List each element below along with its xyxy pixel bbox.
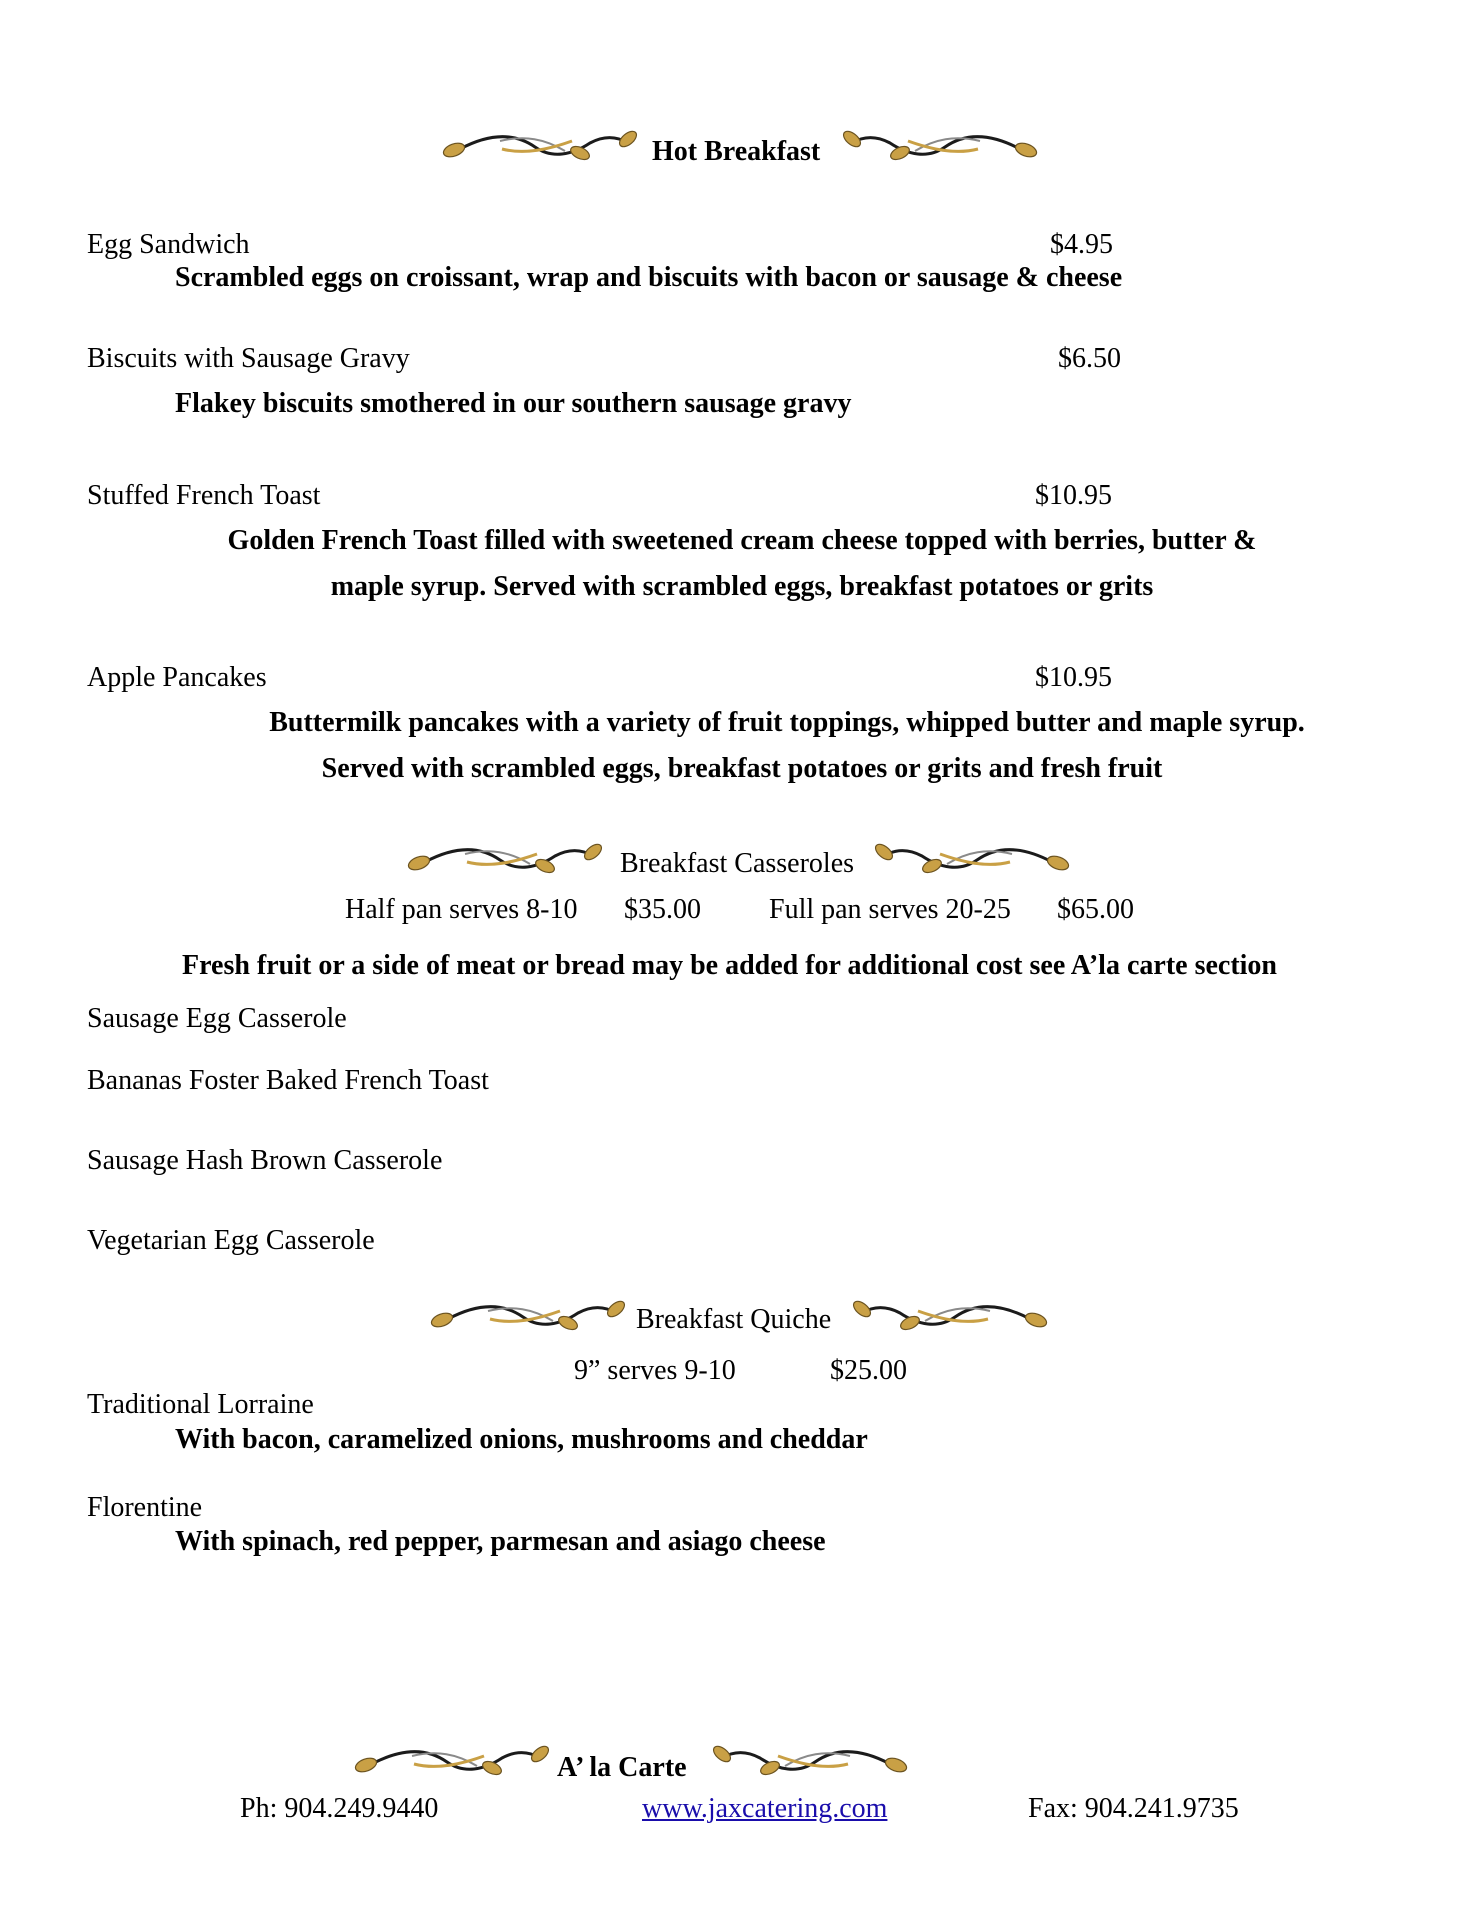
menu-item-price: $10.95 <box>1035 480 1112 511</box>
menu-item-name: Stuffed French Toast <box>87 480 321 511</box>
hot-breakfast-title: Hot Breakfast <box>652 136 821 167</box>
vine-ornament-right <box>850 1295 1050 1335</box>
quiche-item-name: Traditional Lorraine <box>87 1389 314 1420</box>
casserole-item: Bananas Foster Baked French Toast <box>87 1065 489 1096</box>
a-la-carte-title: A’ la Carte <box>557 1752 687 1783</box>
vine-ornament-right <box>710 1740 910 1780</box>
menu-item-description: maple syrup. Served with scrambled eggs, breakfast potatoes or grits <box>330 571 1154 602</box>
quiche-item-description: With spinach, red pepper, parmesan and asiago cheese <box>175 1526 826 1557</box>
casseroles-note: Fresh fruit or a side of meat or bread may be added for additional cost see A’la carte section <box>182 950 1277 981</box>
menu-item-price: $10.95 <box>1035 662 1112 693</box>
vine-ornament-left <box>352 1740 552 1780</box>
menu-item-description: Served with scrambled eggs, breakfast potatoes or grits and fresh fruit <box>321 753 1163 784</box>
casserole-item: Sausage Hash Brown Casserole <box>87 1145 443 1176</box>
menu-item-description: Flakey biscuits smothered in our southern sausage gravy <box>175 388 852 419</box>
half-pan-serving: Half pan serves 8-10 <box>345 894 578 925</box>
footer-website-link[interactable]: www.jaxcatering.com <box>642 1793 888 1824</box>
full-pan-serving: Full pan serves 20-25 <box>769 894 1011 925</box>
vine-ornament-left <box>405 838 605 878</box>
full-pan-price: $65.00 <box>1057 894 1134 925</box>
casserole-item: Vegetarian Egg Casserole <box>87 1225 375 1256</box>
casseroles-title: Breakfast Casseroles <box>620 848 855 879</box>
vine-ornament-right <box>872 838 1072 878</box>
menu-item-description: Buttermilk pancakes with a variety of fruit toppings, whipped butter and maple syrup. <box>269 707 1305 738</box>
quiche-price: $25.00 <box>830 1355 907 1386</box>
quiche-title: Breakfast Quiche <box>636 1304 832 1335</box>
vine-ornament-left <box>440 125 640 165</box>
footer-fax: Fax: 904.241.9735 <box>1028 1793 1239 1824</box>
quiche-serving: 9” serves 9-10 <box>574 1355 736 1386</box>
quiche-item-description: With bacon, caramelized onions, mushrooms and cheddar <box>175 1424 868 1455</box>
half-pan-price: $35.00 <box>624 894 701 925</box>
menu-item-price: $4.95 <box>1050 229 1113 260</box>
vine-ornament-left <box>428 1295 628 1335</box>
casserole-item: Sausage Egg Casserole <box>87 1003 347 1034</box>
footer-phone: Ph: 904.249.9440 <box>240 1793 439 1824</box>
menu-item-name: Apple Pancakes <box>87 662 267 693</box>
menu-item-description: Golden French Toast filled with sweetened cream cheese topped with berries, butter & <box>227 525 1257 556</box>
menu-item-name: Biscuits with Sausage Gravy <box>87 343 410 374</box>
quiche-item-name: Florentine <box>87 1492 203 1523</box>
menu-item-name: Egg Sandwich <box>87 229 250 260</box>
vine-ornament-right <box>840 125 1040 165</box>
menu-item-description: Scrambled eggs on croissant, wrap and biscuits with bacon or sausage & cheese <box>175 262 1123 293</box>
menu-item-price: $6.50 <box>1058 343 1121 374</box>
